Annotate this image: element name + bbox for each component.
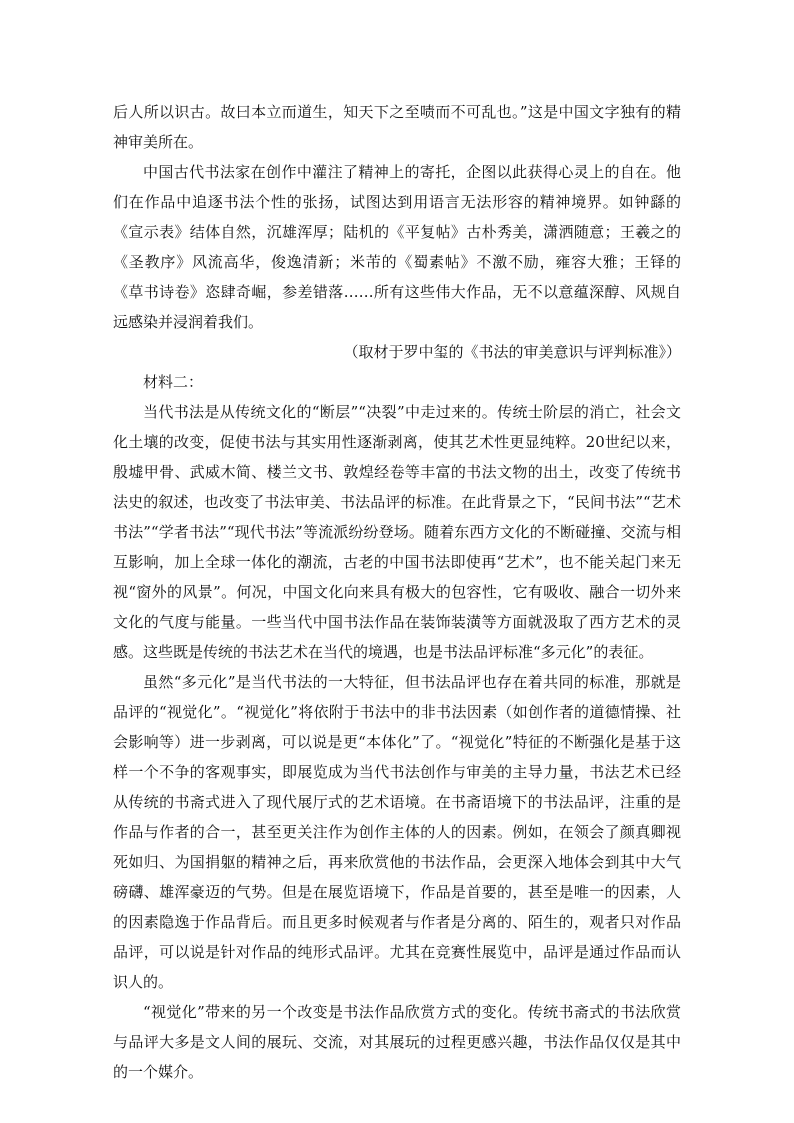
paragraph-appreciation-change: “视觉化”带来的另一个改变是书法作品欣赏方式的变化。传统书斋式的书法欣赏与品评大多是文人间的展玩、交流，对其展玩的过程更感兴趣，书法作品仅仅是其中的一个媒介。 — [113, 1003, 681, 1081]
paragraph-continuation: 后人所以识古。故曰本立而道生，知天下之至啧而不可乱也。”这是中国文字独有的精神审美所在。 — [113, 103, 681, 151]
paragraph-calligraphers: 中国古代书法家在创作中灌注了精神上的寄托，企图以此获得心灵上的自在。他们在作品中追逐书法个性的张扬，试图达到用语言无法形容的精神境界。如钟繇的《宣示表》结体自然，沉雄浑厚；陆机的《平复帖》古朴秀美，潇洒随意；王羲之的《圣教序》风流高华，俊逸清新；米芾的《蜀素帖》不激不励，雍容大雅；王铎的《草书诗卷》恣肆奇崛，参差错落……所有这些伟大作品，无不以意蕴深醇、风规自远感染并浸润着我们。 — [113, 163, 681, 331]
source-citation: （取材于罗中玺的《书法的审美意识与评判标准》） — [343, 343, 681, 361]
document-body — [113, 97, 681, 1087]
paragraph-visualization: 虽然“多元化”是当代书法的一大特征，但书法品评也存在着共同的标准，那就是品评的“视觉化”。“视觉化”将依附于书法中的非书法因素（如创作者的道德情操、社会影响等）进一步剥离，可以说是更“本体化”了。“视觉化”特征的不断强化是基于这样一个不争的客观事实，即展览成为当代书法创作与审美的主导力量，书法艺术已经从传统的书斋式进入了现代展厅式的艺术语境。在书斋语境下的书法品评，注重的是作品与作者的合一，甚至更关注作为创作主体的人的因素。例如，在领会了颜真卿视死如归、为国捐躯的精神之后，再来欣赏他的书法作品，会更深入地体会到其中大气磅礴、雄浑豪迈的气势。但是在展览语境下，作品是首要的，甚至是唯一的因素，人的因素隐逸于作品背后。而且更多时候观者与作者是分离的、陌生的，观者只对作品品评，可以说是针对作品的纯形式品评。尤其在竞赛性展览中，品评是通过作品而认识人的。 — [113, 673, 681, 991]
section-heading-material-two: 材料二： — [143, 373, 204, 391]
paragraph-contemporary-calligraphy: 当代书法是从传统文化的“断层”“决裂”中走过来的。传统士阶层的消亡，社会文化土壤的改变，促使书法与其实用性逐渐剥离，使其艺术性更显纯粹。20世纪以来，殷墟甲骨、武威木简、楼兰文书、敦煌经卷等丰富的书法文物的出土，改变了传统书法史的叙述，也改变了书法审美、书法品评的标准。在此背景之下，“民间书法”“艺术书法”“学者书法”“现代书法”等流派纷纷登场。随着东西方文化的不断碰撞、交流与相互影响，加上全球一体化的潮流，古老的中国书法即使再“艺术”，也不能关起门来无视“窗外的风景”。何况，中国文化向来具有极大的包容性，它有吸收、融合一切外来文化的气度与能量。一些当代中国书法作品在装饰装潢等方面就汲取了西方艺术的灵感。这些既是传统的书法艺术在当代的境遇，也是书法品评标准“多元化”的表征。 — [113, 403, 681, 661]
